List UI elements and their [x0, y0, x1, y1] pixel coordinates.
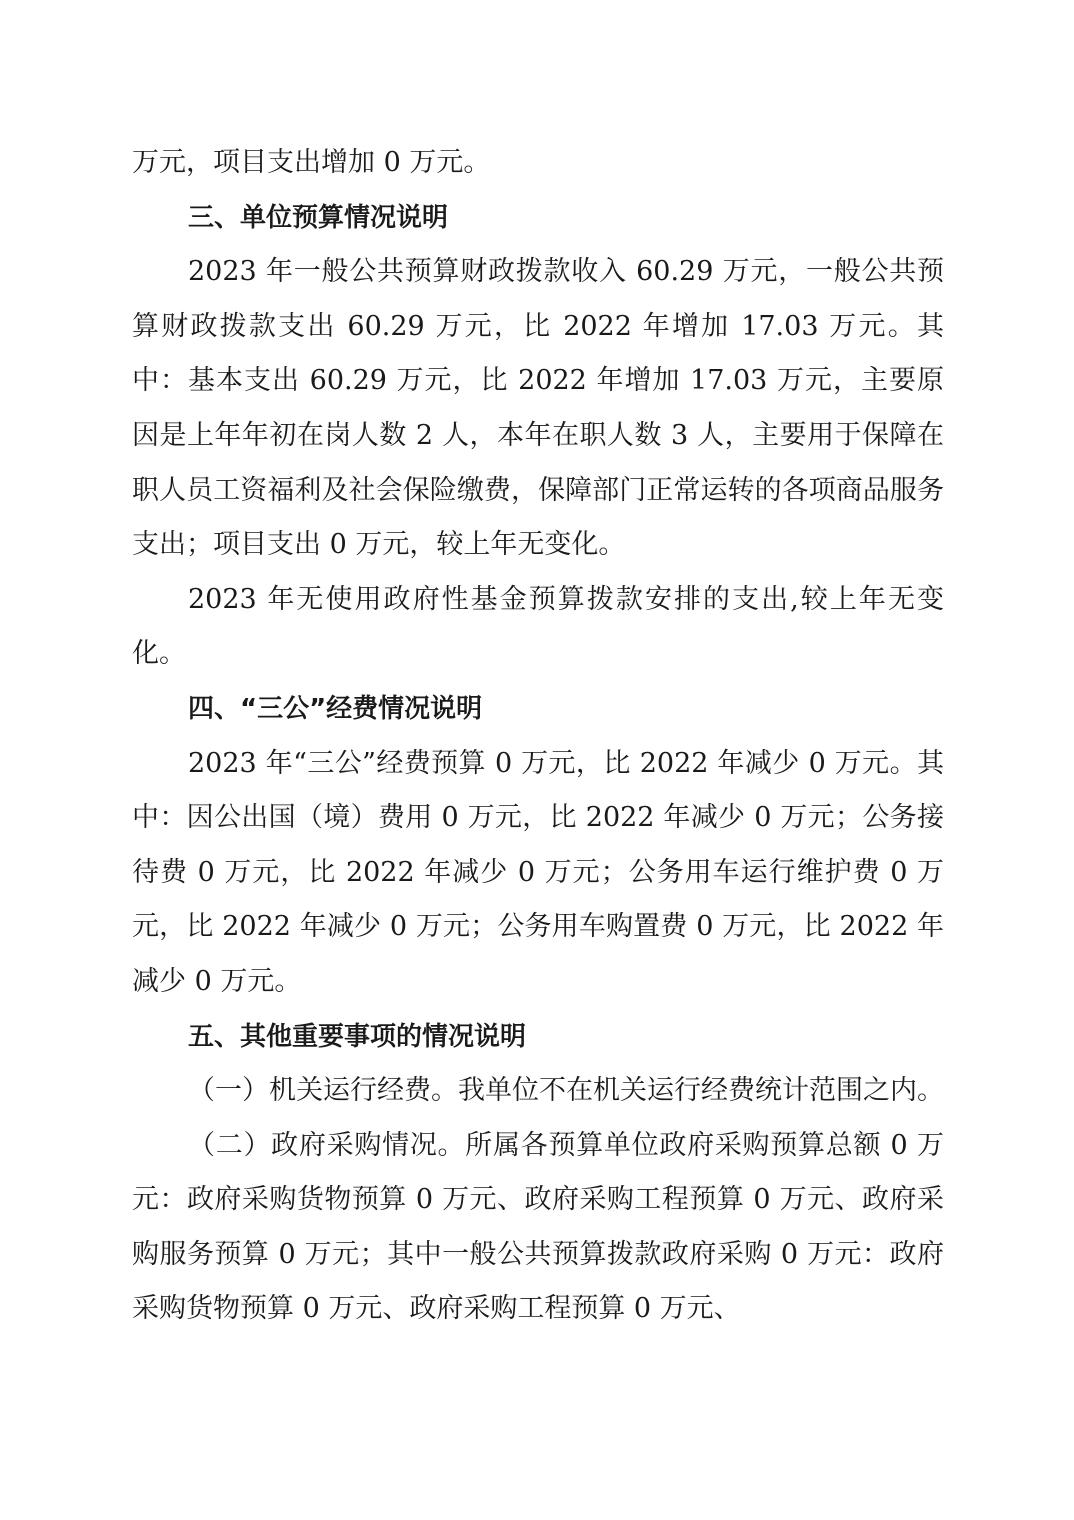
paragraph-three-public-expenses: 2023 年“三公”经费预算 0 万元，比 2022 年减少 0 万元。其中：因公出国（境）费用 0 万元，比 2022 年减少 0 万元；公务接待费 0 万元，比 2022 年减少 0 万元；公务用车运行维护费 0 万元，比 2022 年减少 0 万元；公务用车购置费 0 万元，比 2022 年减少 0 万元。	[132, 747, 944, 997]
paragraph-government-procurement: （二）政府采购情况。所属各预算单位政府采购预算总额 0 万元：政府采购货物预算 0 万元、政府采购工程预算 0 万元、政府采购服务预算 0 万元；其中一般公共预算拨款政府采购 0 万元：政府采购货物预算 0 万元、政府采购工程预算 0 万元、	[132, 1129, 944, 1325]
section-heading-other-matters: 五、其他重要事项的情况说明	[188, 1021, 527, 1052]
document-body	[132, 136, 944, 1337]
section-heading-unit-budget: 三、单位预算情况说明	[188, 202, 449, 233]
section-heading-three-public-expenses: 四、“三公”经费情况说明	[188, 693, 483, 724]
paragraph-general-budget: 2023 年一般公共预算财政拨款收入 60.29 万元，一般公共预算财政拨款支出 60.29 万元，比 2022 年增加 17.03 万元。其中：基本支出 60.29 万元，比 2022 年增加 17.03 万元，主要原因是上年年初在岗人数 2 人，本年在职人数 3 人，主要用于保障在职人员工资福利及社会保险缴费，保障部门正常运转的各项商品服务支出；项目支出 0 万元，较上年无变化。	[132, 256, 944, 561]
paragraph-government-fund: 2023 年无使用政府性基金预算拨款安排的支出,较上年无变化。	[132, 583, 944, 670]
continuation-paragraph: 万元，项目支出增加 0 万元。	[132, 147, 491, 178]
paragraph-operating-expenses: （一）机关运行经费。我单位不在机关运行经费统计范围之内。	[188, 1075, 944, 1107]
